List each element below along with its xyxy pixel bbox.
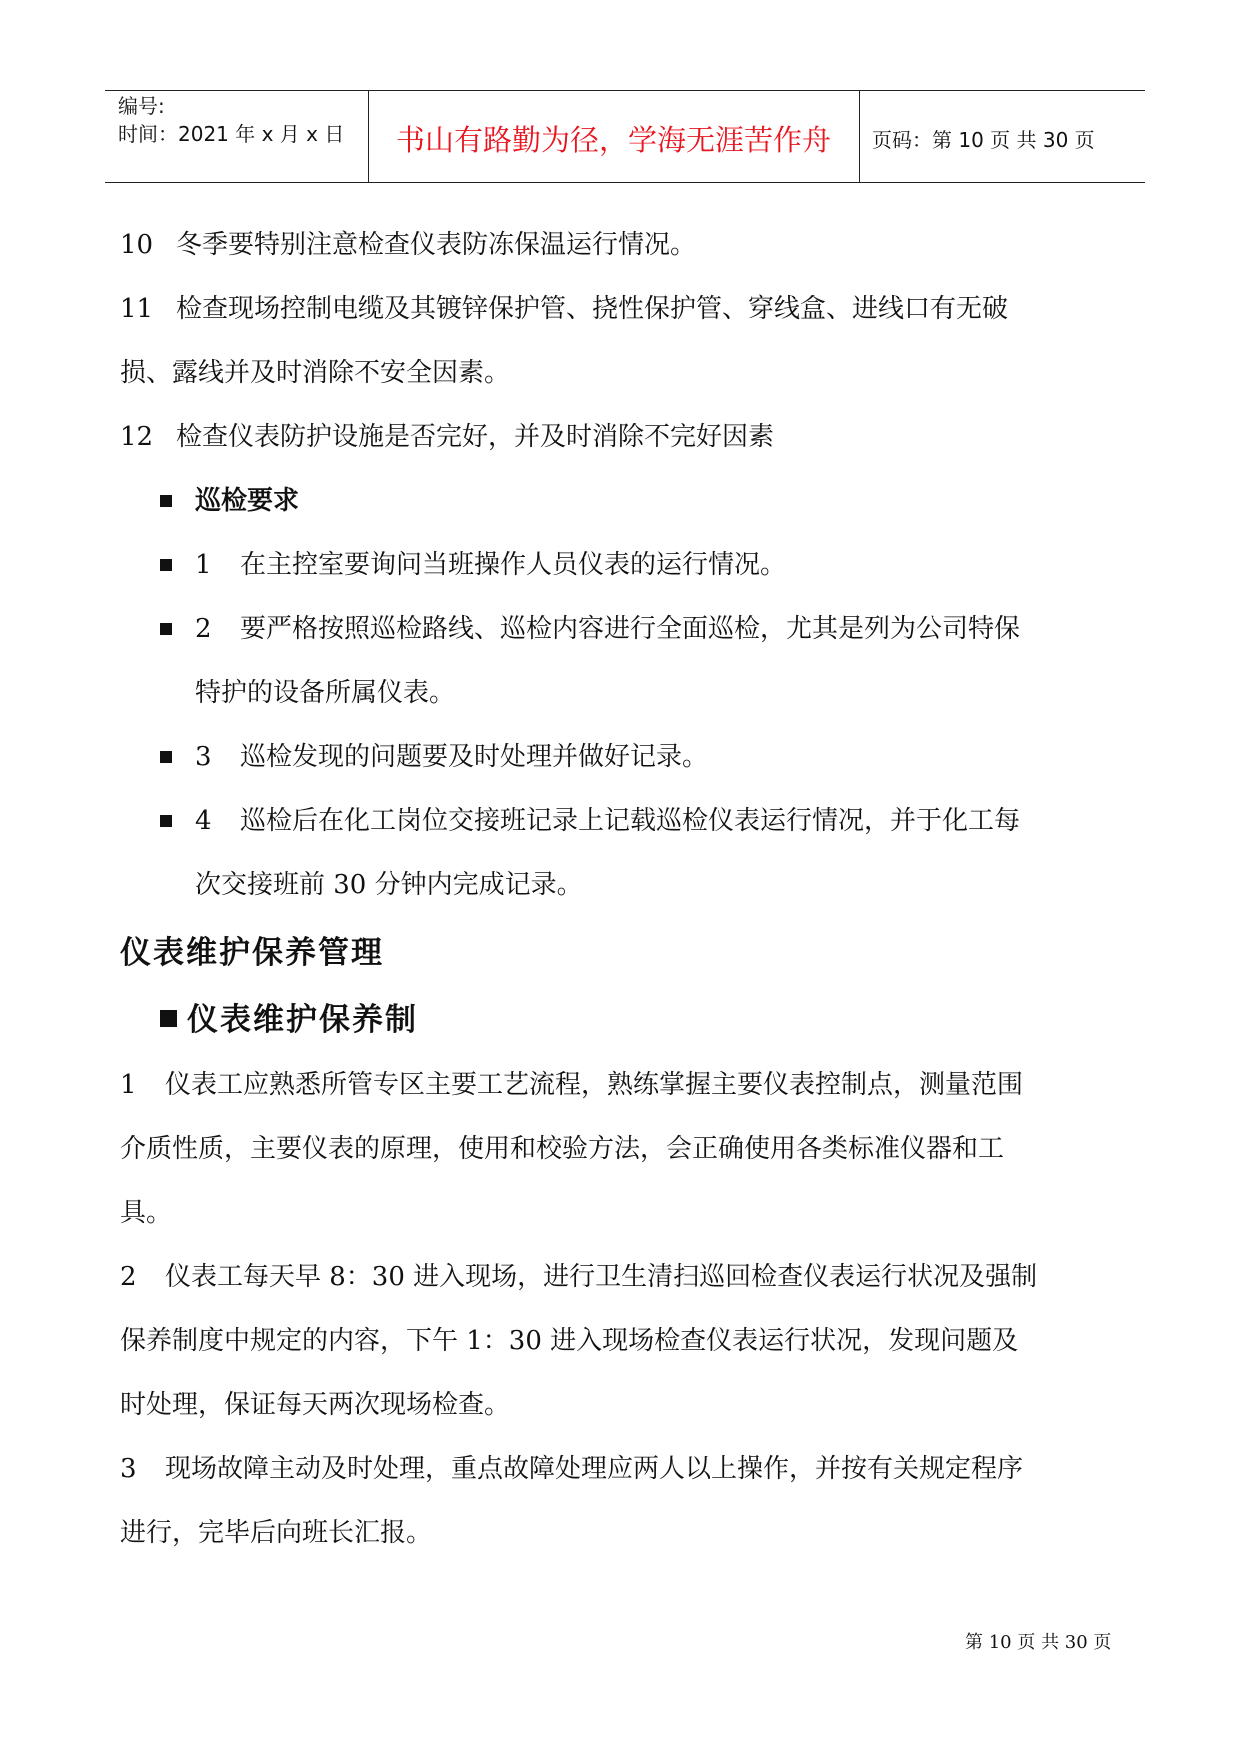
bullet-square-icon — [160, 751, 172, 763]
header-top-rule — [105, 90, 1145, 91]
bullet-square-icon — [160, 1010, 177, 1027]
header-divider-right — [859, 90, 860, 182]
bullet-square-icon — [160, 623, 172, 635]
page-footer: 第 10 页 共 30 页 — [965, 1632, 1112, 1653]
header-bottom-rule — [105, 182, 1145, 183]
list-item-continuation: 时处理，保证每天两次现场检查。 — [120, 1390, 511, 1420]
list-item: 10 冬季要特别注意检查仪表防冻保温运行情况。 — [120, 230, 697, 260]
bullet-item-continuation: 次交接班前 30 分钟内完成记录。 — [195, 870, 583, 900]
header-page-number: 页码：第 10 页 共 30 页 — [872, 128, 1095, 152]
bullet-item: 3 巡检发现的问题要及时处理并做好记录。 — [120, 725, 1130, 789]
bullet-item: 1 在主控室要询问当班操作人员仪表的运行情况。 — [120, 533, 1130, 597]
section-heading: 仪表维护保养管理 — [120, 935, 384, 971]
bullet-square-icon — [160, 815, 172, 827]
document-body — [120, 213, 1130, 1565]
list-item-continuation: 损、露线并及时消除不安全因素。 — [120, 358, 511, 388]
list-item-continuation: 保养制度中规定的内容，下午 1：30 进入现场检查仪表运行状况，发现问题及 — [120, 1326, 1019, 1356]
bullet-item: 2 要严格按照巡检路线、巡检内容进行全面巡检，尤其是列为公司特保 — [120, 597, 1130, 661]
list-item: 2 仪表工每天早 8：30 进入现场，进行卫生清扫巡回检查仪表运行状况及强制 — [120, 1262, 1038, 1292]
section-subheading: 仪表维护保养制 — [120, 987, 1130, 1053]
header-time: 时间：2021 年 x 月 x 日 — [118, 122, 345, 146]
inspection-title: 巡检要求 — [120, 469, 1130, 533]
list-item-continuation: 具。 — [120, 1198, 173, 1228]
list-item: 3 现场故障主动及时处理，重点故障处理应两人以上操作，并按有关规定程序 — [120, 1454, 1024, 1484]
list-item-continuation: 介质性质，主要仪表的原理，使用和校验方法，会正确使用各类标准仪器和工 — [120, 1134, 1005, 1164]
bullet-square-icon — [160, 559, 172, 571]
header-meta — [118, 92, 344, 148]
bullet-item-continuation: 特护的设备所属仪表。 — [195, 678, 456, 708]
bullet-item: 4 巡检后在化工岗位交接班记录上记载巡检仪表运行情况，并于化工每 — [120, 789, 1130, 853]
header-number: 编号: — [118, 94, 165, 118]
list-item-continuation: 进行，完毕后向班长汇报。 — [120, 1518, 433, 1548]
list-item: 1 仪表工应熟悉所管专区主要工艺流程，熟练掌握主要仪表控制点，测量范围 — [120, 1070, 1024, 1100]
list-item: 12 检查仪表防护设施是否完好，并及时消除不完好因素 — [120, 422, 775, 452]
list-item: 11 检查现场控制电缆及其镀锌保护管、挠性保护管、穿线盒、进线口有无破 — [120, 294, 1009, 324]
header-motto: 书山有路勤为径，学海无涯苦作舟 — [395, 123, 831, 157]
bullet-square-icon — [160, 495, 172, 507]
